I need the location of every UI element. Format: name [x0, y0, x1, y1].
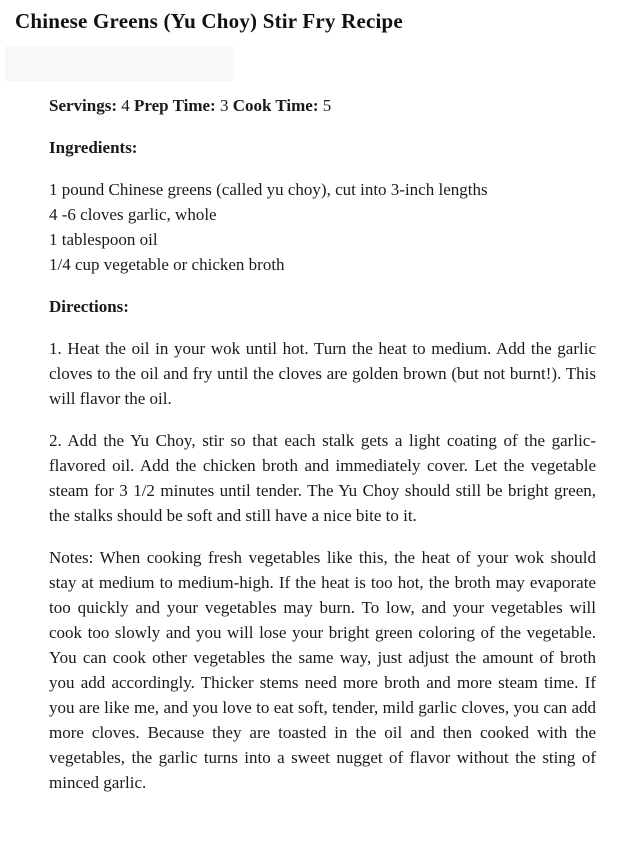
page-title: Chinese Greens (Yu Choy) Stir Fry Recipe [15, 9, 403, 33]
ingredients-heading: Ingredients: [49, 138, 138, 157]
cook-time-label: Cook Time: [232, 96, 319, 115]
servings-value: 4 [121, 96, 130, 115]
direction-step-1: 1. Heat the oil in your wok until hot. Turn the heat to medium. Add the garlic cloves to the oil and fry until the cloves are golden brown (but not burnt!). This will flavor the oil. [49, 339, 596, 408]
prep-time-value: 3 [219, 96, 229, 115]
ingredient-item: 1 tablespoon oil [49, 230, 158, 249]
ingredient-item: 1 pound Chinese greens (called yu choy), cut into 3-inch lengths [49, 180, 488, 199]
cook-time-value: 5 [322, 96, 332, 115]
ingredient-list [49, 177, 596, 277]
servings-label: Servings: [49, 96, 117, 115]
notes-paragraph: Notes: When cooking fresh vegetables like this, the heat of your wok should stay at medium to medium-high. If the heat is too hot, the broth may evaporate too quickly and your vegetables may burn. To low, and your vegetables will cook too slowly and you will lose your bright green coloring of the vegetable. You can cook other vegetables the same way, just adjust the amount of broth you add accordingly. Thicker stems need more broth and more steam time. If you are like me, and you love to eat soft, tender, mild garlic cloves, you can add more cloves. Because they are toasted in the oil and then cooked with the vegetables, the garlic turns into a sweet nugget of flavor without the sting of minced garlic. [49, 548, 596, 792]
prep-time-label: Prep Time: [134, 96, 216, 115]
ingredient-item: 1/4 cup vegetable or chicken broth [49, 255, 285, 274]
directions-heading: Directions: [49, 297, 129, 316]
direction-step-2: 2. Add the Yu Choy, stir so that each stalk gets a light coating of the garlic-flavored oil. Add the chicken broth and immediately cover. Let the vegetable steam for 3 1/2 minutes until tender. The Yu Choy should still be bright green, the stalks should be soft and still have a nice bite to it. [49, 431, 596, 525]
ingredient-item: 4 -6 cloves garlic, whole [49, 205, 217, 224]
blank-image-placeholder [5, 46, 233, 81]
recipe-content [49, 93, 596, 795]
recipe-meta-line [49, 93, 596, 118]
